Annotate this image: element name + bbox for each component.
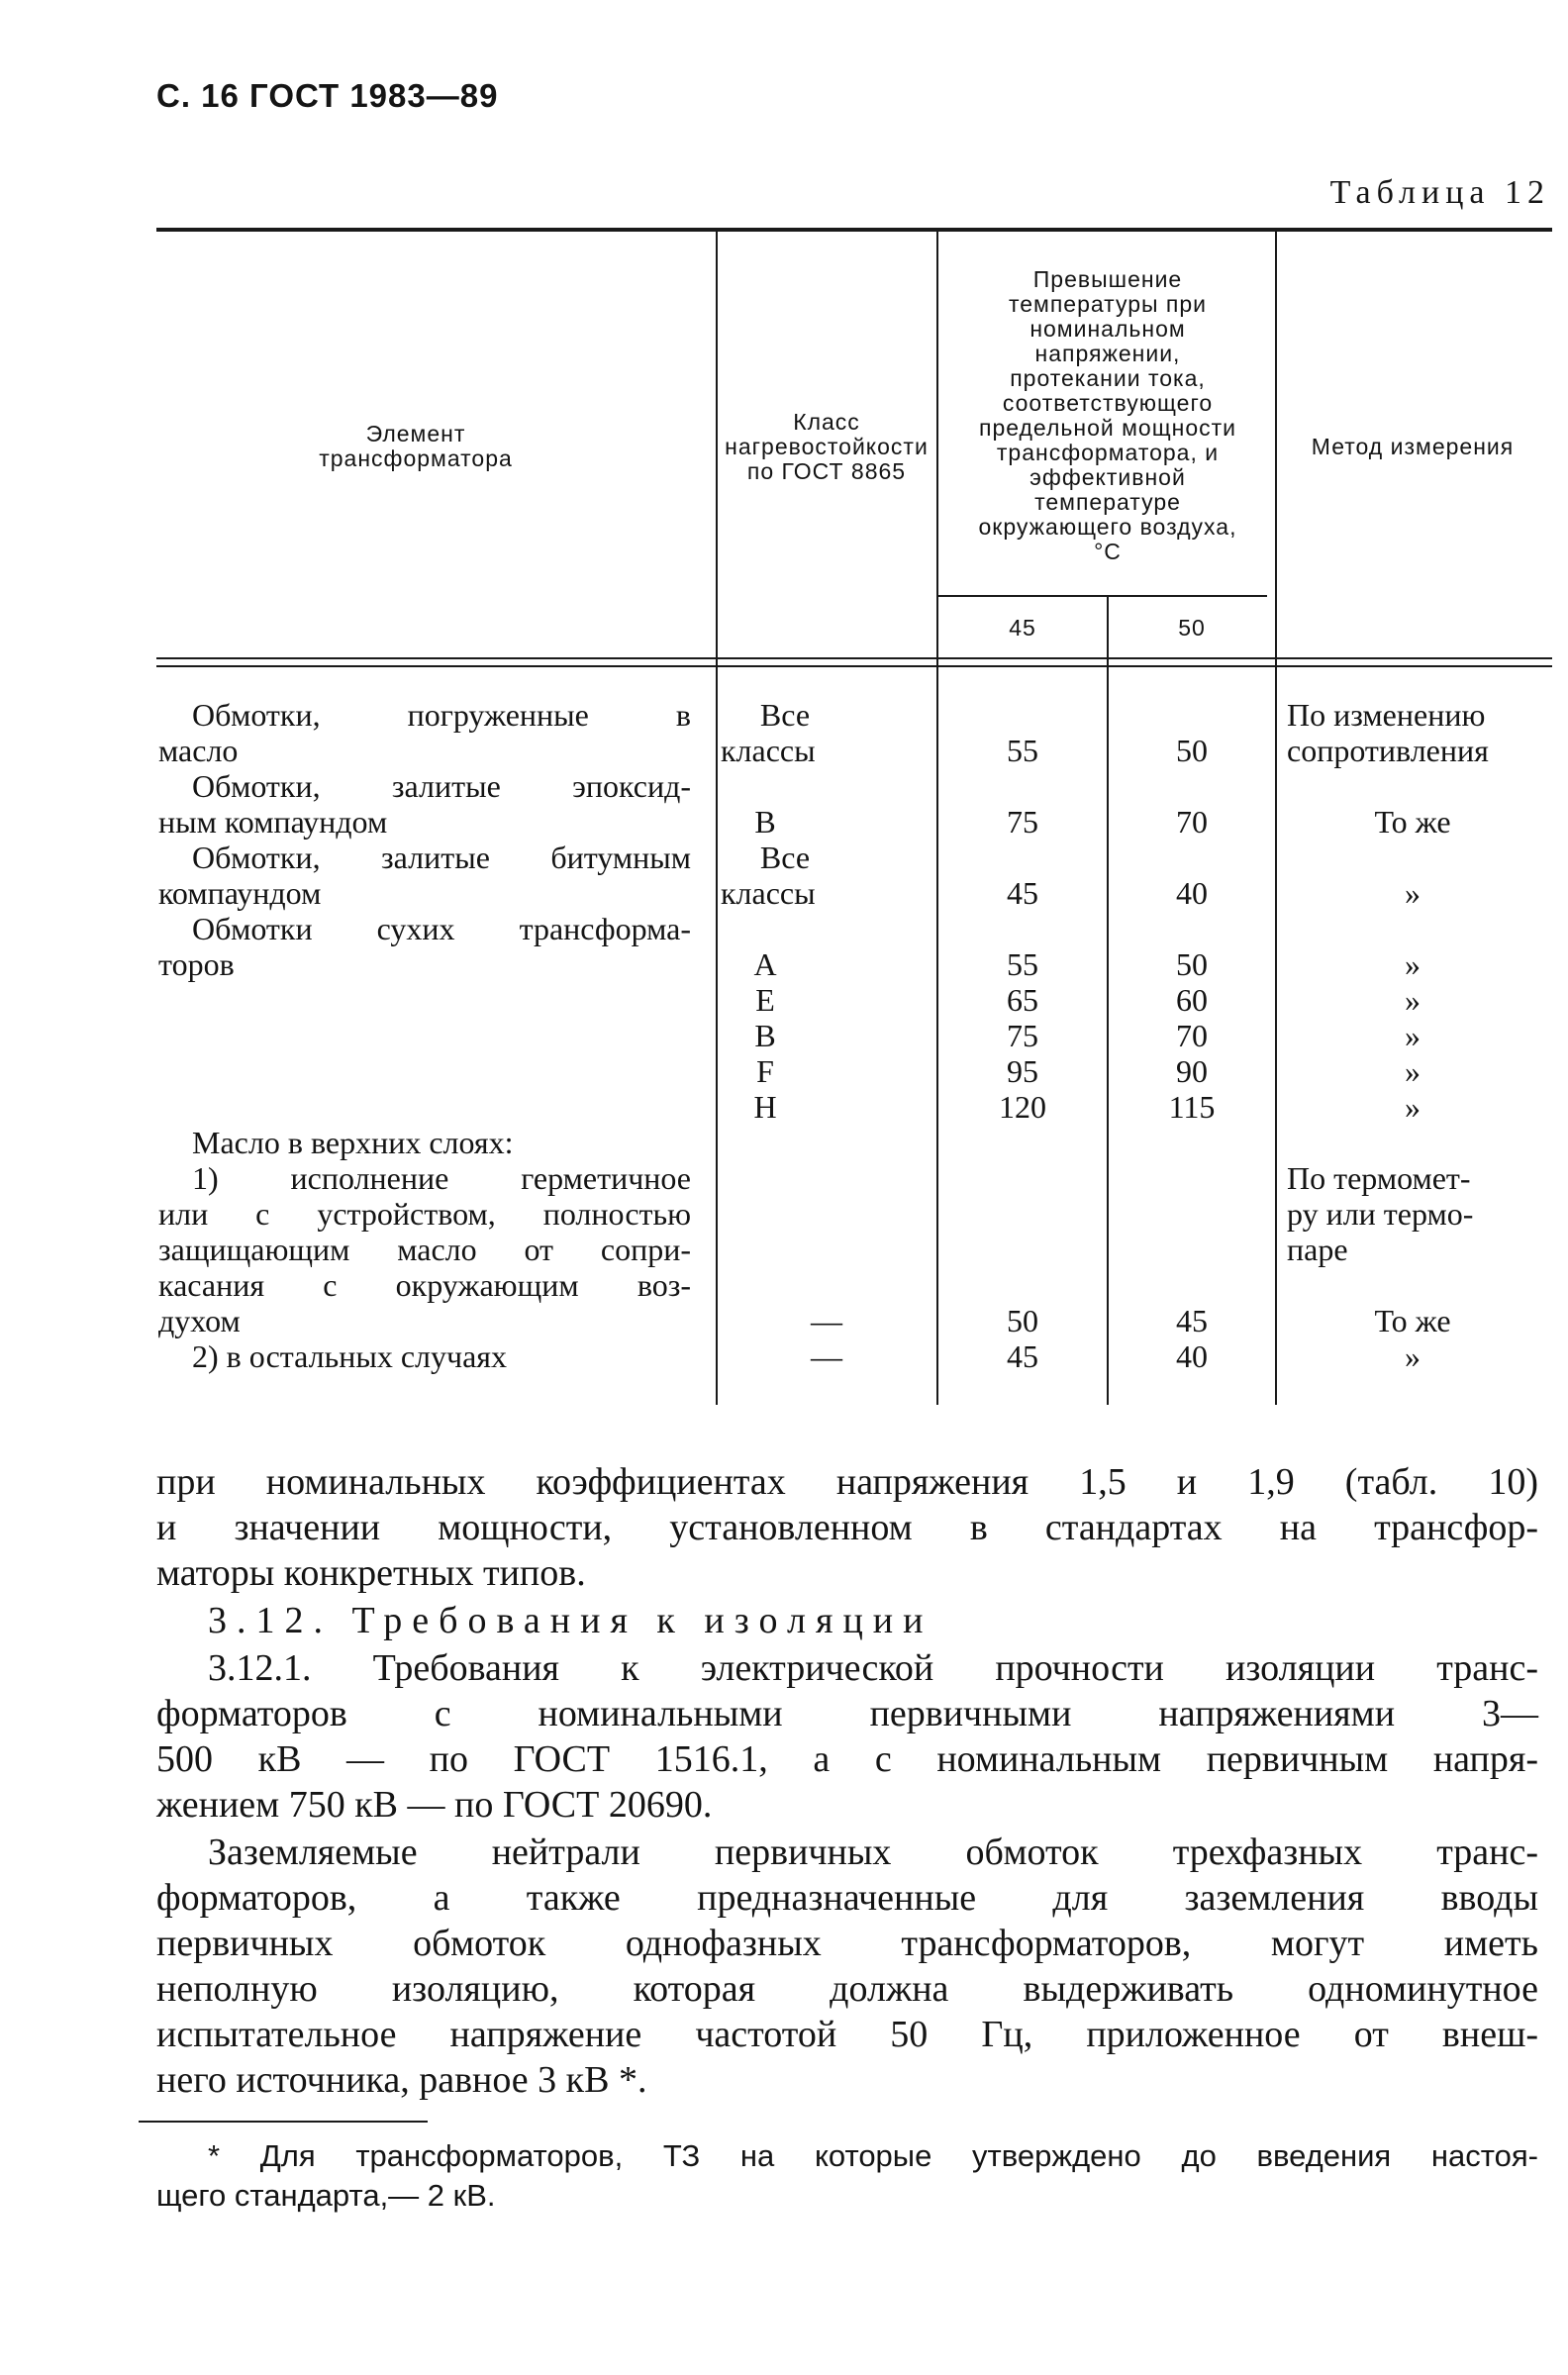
row-element-text: Обмотки, погруженные в xyxy=(192,697,691,733)
body-text-line: первичных обмоток однофазных трансформаторов, могут иметь xyxy=(156,1923,1538,1964)
header-method: Метод измерения xyxy=(1311,433,1515,459)
body-text-line: 3.12.1. Требования к электрической прочности изоляции транс- xyxy=(208,1647,1538,1689)
method-cell: » xyxy=(1405,982,1421,1018)
method-cell: » xyxy=(1405,946,1421,982)
class-cell: В xyxy=(754,1018,776,1053)
class-cell: Н xyxy=(753,1089,777,1125)
subheader-rule xyxy=(938,595,1267,597)
row-element-text: Обмотки сухих трансформа- xyxy=(192,911,691,946)
class-cell: классы xyxy=(721,875,816,911)
header-element: Элемент трансформатора xyxy=(319,421,513,471)
class-cell: — xyxy=(811,1303,842,1338)
row-element-text: Масло в верхних слоях: xyxy=(192,1125,514,1160)
col-divider-1 xyxy=(716,232,718,1405)
class-cell: Е xyxy=(755,982,775,1018)
body-text-line: при номинальных коэффициентах напряжения 1,5 и 1,9 (табл. 10) xyxy=(156,1461,1538,1503)
method-cell: » xyxy=(1405,1018,1421,1053)
page-header: С. 16 ГОСТ 1983—89 xyxy=(156,77,499,114)
value-50-cell: 70 xyxy=(1176,804,1208,840)
class-cell: Все xyxy=(759,697,811,733)
class-cell: классы xyxy=(721,733,816,768)
row-element-text: защищающим масло от сопри- xyxy=(158,1232,691,1267)
method-cell: » xyxy=(1405,875,1421,911)
value-50-cell: 115 xyxy=(1168,1089,1216,1125)
value-50-cell: 90 xyxy=(1176,1053,1208,1089)
row-element-text: касания с окружающим воз- xyxy=(158,1267,691,1303)
row-element-text: ным компаундом xyxy=(158,804,388,840)
row-element-text: 1) исполнение герметичное xyxy=(192,1160,691,1196)
value-50-cell: 50 xyxy=(1176,946,1208,982)
value-50-cell: 70 xyxy=(1176,1018,1208,1053)
row-element-text: Обмотки, залитые битумным xyxy=(192,840,691,875)
value-50-cell: 40 xyxy=(1176,875,1208,911)
method-cell: ру или термо- xyxy=(1287,1196,1474,1232)
value-50-cell: 60 xyxy=(1176,982,1208,1018)
section-heading: 3.12. Требования к изоляции xyxy=(208,1600,933,1641)
header-class: Класс нагревостойкости по ГОСТ 8865 xyxy=(725,408,929,484)
value-45-cell: 75 xyxy=(1007,1018,1038,1053)
value-45-cell: 50 xyxy=(1007,1303,1038,1338)
class-cell: Все xyxy=(759,840,811,875)
table-caption: Таблица 12 xyxy=(1329,174,1550,211)
footnote-text: щего стандарта,— 2 кВ. xyxy=(156,2178,496,2213)
value-45-cell: 120 xyxy=(999,1089,1046,1125)
value-45-cell: 55 xyxy=(1007,946,1038,982)
method-cell: » xyxy=(1405,1053,1421,1089)
row-element-text: Обмотки, залитые эпоксид- xyxy=(192,768,691,804)
value-45-cell: 45 xyxy=(1007,875,1038,911)
footnote-rule xyxy=(139,2121,428,2123)
method-cell: По термомет- xyxy=(1287,1160,1471,1196)
class-cell: — xyxy=(811,1338,842,1374)
value-45-cell: 45 xyxy=(1007,1338,1038,1374)
method-cell: паре xyxy=(1287,1232,1348,1267)
row-element-text: 2) в остальных случаях xyxy=(192,1338,507,1374)
method-cell: сопротивления xyxy=(1287,733,1489,768)
col-divider-2 xyxy=(936,232,938,1405)
class-cell: В xyxy=(754,804,776,840)
row-element-text: или с устройством, полностью xyxy=(158,1196,691,1232)
body-text-line: и значении мощности, установленном в стандартах на трансфор- xyxy=(156,1507,1538,1548)
method-cell: То же xyxy=(1374,1303,1451,1338)
header-bottom-rule xyxy=(156,657,1552,659)
header-50: 50 xyxy=(1178,614,1206,641)
body-text-line: 500 кВ — по ГОСТ 1516.1, а с номинальным первичным напря- xyxy=(156,1738,1538,1780)
header-45: 45 xyxy=(1009,614,1036,641)
body-text-line: маторы конкретных типов. xyxy=(156,1552,586,1594)
class-cell: А xyxy=(753,946,777,982)
body-text-line: него источника, равное 3 кВ *. xyxy=(156,2059,647,2101)
body-text-line: Заземляемые нейтрали первичных обмоток трехфазных транс- xyxy=(208,1831,1538,1873)
row-element-text: масло xyxy=(158,733,239,768)
body-text-line: неполную изоляцию, которая должна выдерживать одноминутное xyxy=(156,1968,1538,2010)
body-text-line: испытательное напряжение частотой 50 Гц, приложенное от внеш- xyxy=(156,2014,1538,2055)
method-cell: По изменению xyxy=(1287,697,1486,733)
body-text-line: жением 750 кВ — по ГОСТ 20690. xyxy=(156,1784,713,1826)
body-text-line: форматоров с номинальными первичными напряжениями 3— xyxy=(156,1693,1538,1734)
method-cell: » xyxy=(1405,1338,1421,1374)
row-element-text: духом xyxy=(158,1303,241,1338)
body-text-line: форматоров, а также предназначенные для заземления вводы xyxy=(156,1877,1538,1919)
row-element-text: торов xyxy=(158,946,235,982)
method-cell: » xyxy=(1405,1089,1421,1125)
value-50-cell: 40 xyxy=(1176,1338,1208,1374)
col-divider-3 xyxy=(1107,597,1109,1405)
value-50-cell: 50 xyxy=(1176,733,1208,768)
col-divider-4 xyxy=(1275,232,1277,1405)
value-45-cell: 65 xyxy=(1007,982,1038,1018)
header-temperature-rise: Превышение температуры при номинальном напряжении, протекании тока, соответствующего предельной мощности трансформатора, и эффективной температуре окружающего воздуха, °С xyxy=(978,266,1237,564)
row-element-text: компаундом xyxy=(158,875,322,911)
footnote-text: * Для трансформаторов, ТЗ на которые утверждено до введения настоя- xyxy=(208,2138,1538,2173)
value-50-cell: 45 xyxy=(1176,1303,1208,1338)
table-top-rule xyxy=(156,228,1552,232)
class-cell: F xyxy=(756,1053,774,1089)
value-45-cell: 55 xyxy=(1007,733,1038,768)
value-45-cell: 95 xyxy=(1007,1053,1038,1089)
value-45-cell: 75 xyxy=(1007,804,1038,840)
header-bottom-rule-2 xyxy=(156,665,1552,667)
method-cell: То же xyxy=(1374,804,1451,840)
